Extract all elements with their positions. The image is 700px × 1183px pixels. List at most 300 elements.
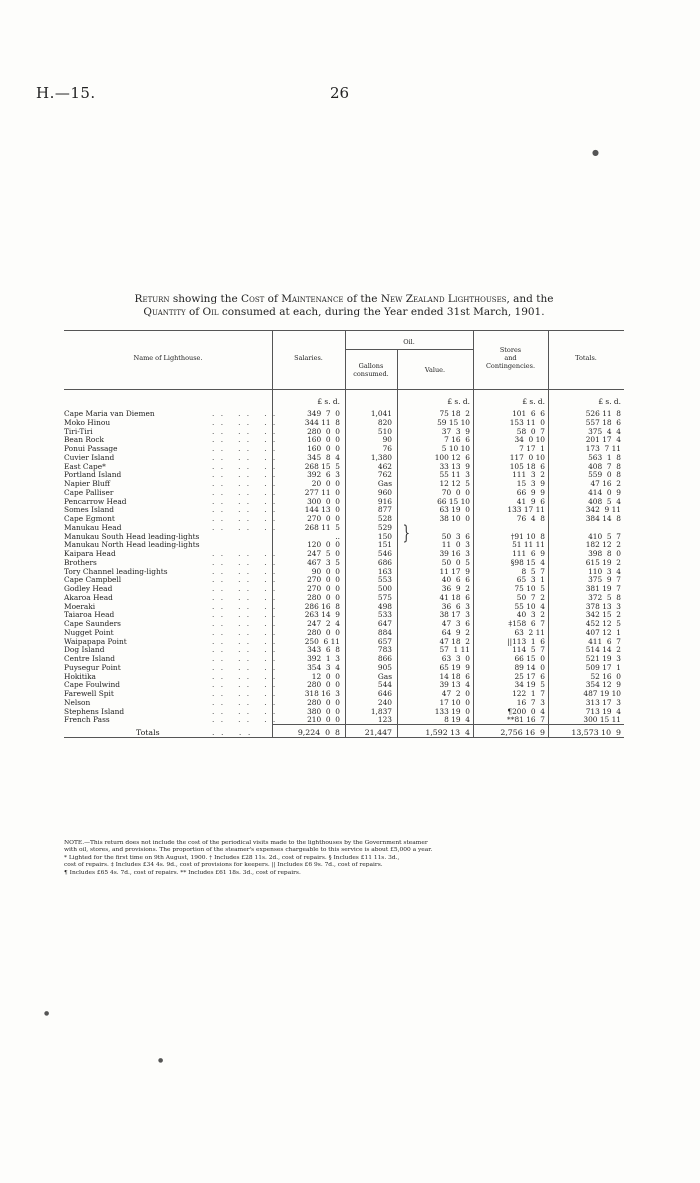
cell-total: 713 19 4: [585, 706, 621, 716]
cell-total: 557 18 6: [585, 417, 621, 427]
table-row: [64, 470, 624, 479]
table-row: [64, 505, 624, 514]
cell-value: 59 15 10: [437, 417, 470, 427]
cell-total: 514 14 2: [585, 645, 621, 655]
cell-value: 8 19 4: [444, 715, 470, 725]
cell-gallons: 546: [377, 549, 392, 558]
leader-dots: . . . . . .: [212, 645, 278, 655]
cell-gallons: Gas: [377, 479, 392, 488]
header-bottom-rule: [64, 389, 624, 390]
cell-salaries: 250 6 11: [304, 636, 340, 646]
cell-total: 173 7 11: [585, 444, 621, 453]
cell-name: Cuvier Island: [64, 452, 115, 462]
cell-name: Farewell Spit: [64, 689, 114, 698]
leader-dots: . . . . . .: [212, 601, 278, 611]
cell-name: French Pass: [64, 715, 110, 725]
scan-speck: ●: [592, 148, 599, 157]
cell-total: 342 9 11: [585, 505, 621, 515]
totals-value: 1,592 13 4: [425, 728, 470, 737]
table-row: [64, 462, 624, 471]
cell-salaries: 20 0 0: [311, 479, 340, 488]
title-text: consumed at each, during the Year ended 31st March, 1901.: [218, 306, 545, 318]
cell-name: Somes Island: [64, 505, 115, 515]
cell-salaries: 280 0 0: [307, 426, 340, 436]
col-header-totals: Totals.: [575, 354, 597, 362]
cell-value: 65 19 9: [439, 662, 470, 672]
table-row: [64, 540, 624, 549]
page-number: 26: [330, 84, 350, 102]
col-header-gallons: [345, 362, 397, 378]
table-row: [64, 654, 624, 663]
cell-stores: 66 9 9: [516, 487, 545, 497]
cell-total: 408 5 4: [588, 496, 621, 506]
leader-dots: . . . . . .: [212, 610, 278, 620]
table-row: [64, 610, 624, 619]
cell-stores: 50 7 2: [516, 592, 545, 602]
cell-total: 414 0 9: [588, 487, 621, 497]
cell-salaries: 343 6 8: [307, 645, 340, 655]
cell-gallons: 884: [377, 627, 392, 637]
title-text: of: [264, 293, 282, 305]
cell-stores: 34 0 10: [514, 435, 545, 445]
table-row: [64, 602, 624, 611]
cell-value: 38 17 3: [439, 610, 470, 620]
cell-stores: 25 17 6: [514, 671, 545, 681]
cell-value: 7 16 6: [444, 435, 470, 445]
col-header-value: Value.: [424, 366, 446, 374]
leader-dots: . . . . . .: [212, 470, 278, 480]
units-row: [64, 397, 624, 406]
cell-salaries: 210 0 0: [307, 715, 340, 725]
cell-name: Godley Head: [64, 584, 113, 593]
leader-dots: . . . . . .: [212, 452, 278, 462]
cell-value: 57 1 11: [439, 645, 470, 655]
table-row: [64, 575, 624, 584]
cell-value: 33 13 9: [439, 461, 470, 471]
cell-total: 410 5 7: [588, 531, 621, 541]
cell-gallons: 544: [377, 680, 392, 690]
cell-value: 64 9 2: [441, 627, 470, 637]
totals-label: Totals: [136, 728, 160, 737]
header-line: and: [504, 354, 517, 362]
leader-dots: . . . . . .: [212, 514, 278, 523]
note-line: with oil, stores, and provisions. The proportion of the steamer's expenses chargeable to this service is about £5,000 a year.: [64, 847, 433, 854]
cell-gallons: 877: [377, 505, 392, 515]
cell-total: 378 13 3: [585, 601, 621, 611]
cell-value: 17 10 0: [439, 697, 470, 707]
cell-salaries: 268 11 5: [304, 522, 340, 532]
cell-total: 487 19 10: [583, 689, 621, 698]
cell-salaries: 120 0 0: [307, 540, 340, 550]
leader-dots: . . . . . .: [212, 619, 278, 628]
cell-stores: 16 7 3: [516, 697, 545, 707]
cell-name: Moko Hinou: [64, 417, 111, 427]
cell-name: Manukau North Head leading-lights: [64, 540, 200, 550]
leader-dots: . . . . . .: [212, 409, 278, 418]
cell-name: Cape Egmont: [64, 514, 115, 523]
title-text: of the: [343, 293, 381, 305]
totals-stores: 2,756 16 9: [500, 728, 545, 737]
cell-total: 182 12 2: [585, 540, 621, 550]
cell-value: 38 10 0: [439, 514, 470, 523]
note-line: NOTE.—This return does not include the cost of the periodical visits made to the lighthouses by the Government steamer: [64, 840, 428, 846]
cell-value: 100 12 6: [434, 452, 470, 462]
table-row: [64, 645, 624, 654]
cell-salaries: 280 0 0: [307, 592, 340, 602]
cell-salaries: 280 0 0: [307, 627, 340, 637]
cell-total: 411 6 7: [588, 636, 621, 646]
cell-gallons: 575: [377, 592, 392, 602]
cell-total: 300 15 11: [583, 715, 621, 725]
cell-stores: 40 3 2: [516, 610, 545, 620]
cell-salaries: 270 0 0: [307, 514, 340, 523]
leader-dots: . . . . . .: [212, 706, 278, 716]
note-line: cost of repairs. ‡ Includes £34 4s. 9d., cost of provisions for keepers. || Includes £6 9s. 7d., cost of repairs.: [64, 862, 383, 869]
cell-name: East Cape*: [64, 461, 106, 471]
cell-total: 354 12 9: [585, 680, 621, 690]
cell-gallons: Gas: [377, 671, 392, 681]
leader-dots: . . . . . .: [212, 549, 278, 558]
table-row: [64, 698, 624, 707]
note-line: ¶ Includes £65 4s. 7d., cost of repairs. ** Includes £61 18s. 3d., cost of repairs.: [64, 869, 301, 876]
cell-value: 36 9 2: [441, 584, 470, 593]
cell-stores: 105 18 6: [509, 461, 545, 471]
cell-stores: 76 4 8: [516, 514, 545, 523]
cell-gallons: 76: [382, 444, 392, 453]
header-line: Contingencies.: [485, 362, 536, 370]
cell-name: Dog Island: [64, 645, 105, 655]
scan-speck: ●: [44, 1010, 50, 1017]
table-top-rule: [64, 330, 624, 331]
cell-stores: 63 2 11: [514, 627, 545, 637]
cell-value: 11 0 3: [441, 540, 470, 550]
cell-stores: **81 16 7: [507, 715, 545, 725]
cell-name: Tiri-Tiri: [64, 426, 93, 436]
cell-value: 75 18 2: [439, 409, 470, 418]
table-row: [64, 532, 624, 541]
cell-gallons: 150: [377, 531, 392, 541]
header-line: Stores: [499, 346, 522, 354]
leader-dots: . . . . . .: [212, 426, 278, 436]
cell-total: 398 8 0: [588, 549, 621, 558]
leader-dots: . . . . . .: [212, 584, 278, 593]
cell-total: 452 12 5: [585, 619, 621, 628]
cell-stores: 51 11 11: [512, 540, 545, 550]
leader-dots: . . . . . .: [212, 689, 278, 698]
table-row: [64, 427, 624, 436]
cell-value: 36 6 3: [441, 601, 470, 611]
cell-gallons: 960: [377, 487, 392, 497]
cell-stores: 153 11 0: [509, 417, 545, 427]
table-row: [64, 619, 624, 628]
col-header-salaries: Salaries.: [294, 354, 323, 362]
cell-stores: 111 6 9: [512, 549, 545, 558]
leader-dots: . . . . . .: [212, 496, 278, 506]
cell-salaries: 280 0 0: [307, 697, 340, 707]
cell-value: 47 2 0: [441, 689, 470, 698]
cell-name: Tory Channel leading-lights: [64, 566, 168, 576]
leader-dots: . . . . . .: [212, 575, 278, 585]
cell-stores: 133 17 11: [507, 505, 545, 515]
cell-total: 384 14 8: [585, 514, 621, 523]
cell-stores: 101 6 6: [512, 409, 545, 418]
cell-stores: ¶200 0 4: [507, 706, 545, 716]
table-row: [64, 637, 624, 646]
cell-gallons: 123: [377, 715, 392, 725]
table-title: [64, 293, 624, 319]
cell-name: Taiaroa Head: [64, 610, 115, 620]
cell-total: 52 16 0: [590, 671, 621, 681]
cell-total: 201 17 4: [585, 435, 621, 445]
cell-stores: 15 3 9: [516, 479, 545, 488]
cell-total: 407 12 1: [585, 627, 621, 637]
leader-dots: . . . . . .: [212, 487, 278, 497]
cell-name: Puysegur Point: [64, 662, 121, 672]
table-row: [64, 453, 624, 462]
cell-gallons: 151: [377, 540, 392, 550]
cell-salaries: 280 0 0: [307, 680, 340, 690]
cell-total: 372 5 8: [588, 592, 621, 602]
cell-value: 63 19 0: [439, 505, 470, 515]
cell-value: 14 18 6: [439, 671, 470, 681]
cell-value: 55 11 3: [439, 470, 470, 480]
cell-value: 50 0 5: [441, 557, 470, 567]
table-row: [64, 479, 624, 488]
cell-stores: 114 5 7: [512, 645, 545, 655]
cell-gallons: 163: [377, 566, 392, 576]
cell-name: Manukau Head: [64, 522, 122, 532]
table-row: [64, 593, 624, 602]
title-text: , and the: [506, 293, 554, 305]
cell-total: 509 17 1: [585, 662, 621, 672]
cell-salaries: 286 16 8: [304, 601, 340, 611]
cell-value: 133 19 0: [434, 706, 470, 716]
cell-name: Cape Saunders: [64, 619, 121, 628]
leader-dots: . . . . . .: [212, 636, 278, 646]
col-header-oil: Oil.: [403, 338, 415, 346]
cell-gallons: 90: [382, 435, 392, 445]
cell-name: Kaipara Head: [64, 549, 116, 558]
leader-dots: . . . . . .: [212, 671, 278, 681]
leader-dots: . . . . . .: [212, 697, 278, 707]
cell-salaries: 270 0 0: [307, 575, 340, 585]
cell-stores: 8 5 7: [521, 566, 545, 576]
cell-salaries: 380 0 0: [307, 706, 340, 716]
cell-name: Bean Rock: [64, 435, 104, 445]
cell-name: Portland Island: [64, 470, 122, 480]
cell-gallons: 762: [377, 470, 392, 480]
cell-gallons: 905: [377, 662, 392, 672]
cell-total: 563 1 8: [588, 452, 621, 462]
cell-name: Cape Palliser: [64, 487, 114, 497]
cell-salaries: 277 11 0: [304, 487, 340, 497]
cell-stores: 55 10 4: [514, 601, 545, 611]
title-word: Return: [134, 293, 170, 305]
title-word: Quantity: [143, 306, 186, 318]
cell-gallons: 462: [377, 461, 392, 471]
cell-salaries: 392 1 3: [307, 654, 340, 663]
table-row: [64, 514, 624, 523]
cell-stores: 66 15 0: [514, 654, 545, 663]
units-value: £ s. d.: [447, 397, 470, 406]
cell-total: 313 17 3: [585, 697, 621, 707]
cell-value: 39 16 3: [439, 549, 470, 558]
cell-gallons: 533: [377, 610, 392, 620]
cell-stores: 65 3 1: [516, 575, 545, 585]
cell-total: 559 0 8: [588, 470, 621, 480]
title-text: showing the: [169, 293, 242, 305]
cell-gallons: 528: [377, 514, 392, 523]
cell-name: Nugget Point: [64, 627, 114, 637]
cell-name: Cape Campbell: [64, 575, 122, 585]
totals-salaries: 9,224 0 8: [297, 728, 340, 737]
cell-name: Nelson: [64, 697, 91, 707]
cell-stores: ||113 1 6: [507, 636, 545, 646]
cell-name: Napier Bluff: [64, 479, 111, 488]
cell-name: Cape Maria van Diemen: [64, 409, 155, 418]
cell-stores: 34 19 5: [514, 680, 545, 690]
cell-stores: ‡158 6 7: [508, 619, 545, 628]
col-header-name: Name of Lighthouse.: [133, 354, 203, 362]
cell-stores: 7 17 1: [519, 444, 545, 453]
leader-dots: . . . . . .: [212, 662, 278, 672]
table-row: [64, 488, 624, 497]
cell-total: 408 7 8: [588, 461, 621, 471]
cell-value: 41 18 6: [439, 592, 470, 602]
cell-gallons: 510: [377, 426, 392, 436]
scan-speck: ●: [158, 1057, 164, 1064]
cell-value: 5 10 10: [441, 444, 470, 453]
table-row: [64, 680, 624, 689]
cell-name: Brothers: [64, 557, 97, 567]
cell-salaries: 467 3 5: [307, 557, 340, 567]
cell-gallons: 1,837: [370, 706, 392, 716]
cell-value: 70 0 0: [441, 487, 470, 497]
leader-dots: . . . . . .: [212, 435, 278, 445]
cell-value: 39 13 4: [439, 680, 470, 690]
cell-gallons: 646: [377, 689, 392, 698]
table-row: [64, 444, 624, 453]
cell-stores: 122 1 7: [512, 689, 545, 698]
header-line: consumed.: [353, 370, 389, 378]
cell-total: 381 19 7: [585, 584, 621, 593]
cell-salaries: 344 11 8: [304, 417, 340, 427]
cell-total: 110 3 4: [588, 566, 621, 576]
cell-total: 375 4 4: [588, 426, 621, 436]
cell-value: 63 3 0: [441, 654, 470, 663]
table-row: [64, 558, 624, 567]
cell-salaries: 144 13 0: [304, 505, 340, 515]
leader-dots: . . . . . .: [212, 592, 278, 602]
cell-name: Hokitika: [64, 671, 96, 681]
cell-salaries: 160 0 0: [307, 444, 340, 453]
cell-value: 37 3 9: [441, 426, 470, 436]
cell-value: 47 18 2: [439, 636, 470, 646]
leader-dots: . . . . . .: [212, 479, 278, 488]
cell-stores: 111 3 2: [512, 470, 545, 480]
cell-value: 66 15 10: [437, 496, 470, 506]
cell-gallons: 1,041: [370, 409, 392, 418]
cell-salaries: 247 5 0: [307, 549, 340, 558]
cell-total: 342 15 2: [585, 610, 621, 620]
cell-stores: §98 15 4: [510, 557, 545, 567]
leader-dots: . . . . . .: [212, 654, 278, 663]
table-row: [64, 549, 624, 558]
title-word: Maintenance: [281, 293, 344, 305]
cell-salaries: 270 0 0: [307, 584, 340, 593]
cell-salaries: 263 14 9: [304, 610, 340, 620]
leader-dots: . . . . . .: [212, 557, 278, 567]
cell-value: 40 6 6: [441, 575, 470, 585]
totals-total: 13,573 10 9: [571, 728, 621, 737]
cell-value: 11 17 9: [439, 566, 470, 576]
cell-stores: 89 14 0: [514, 662, 545, 672]
header-reference: H.—15.: [36, 84, 96, 102]
totals-gallons: 21,447: [364, 728, 392, 737]
cell-salaries: 318 16 3: [304, 689, 340, 698]
cell-gallons: 783: [377, 645, 392, 655]
table-row: [64, 435, 624, 444]
cell-value: 47 3 6: [441, 619, 470, 628]
cell-salaries: 268 15 5: [304, 461, 340, 471]
table-row: [64, 715, 624, 724]
cell-value: 12 12 5: [439, 479, 470, 488]
cell-gallons: 553: [377, 575, 392, 585]
cell-salaries: 345 8 4: [307, 452, 340, 462]
brace-mark: }: [402, 520, 411, 544]
leader-dots: . . . . . .: [212, 417, 278, 427]
title-text: of: [185, 306, 203, 318]
table-row: [64, 523, 624, 532]
cell-gallons: 657: [377, 636, 392, 646]
cell-salaries: 349 7 0: [307, 409, 340, 418]
header-line: Gallons: [358, 362, 384, 370]
table-row: [64, 497, 624, 506]
totals-dots: . . . .: [212, 728, 253, 737]
note-line: * Lighted for the first time on 9th August, 1900. † Includes £28 11s. 2d., cost of repairs. § Includes £11 11s. 3d.,: [64, 854, 400, 861]
cell-total: 521 19 3: [585, 654, 621, 663]
cell-name: Waipapapa Point: [64, 636, 127, 646]
cell-total: 615 19 2: [585, 557, 621, 567]
title-word: Oil: [202, 306, 219, 318]
cell-stores: 117 0 10: [509, 452, 545, 462]
cell-total: 526 11 8: [585, 409, 621, 418]
title-word: Cost: [241, 293, 265, 305]
col-header-stores: [473, 346, 548, 370]
totals-row: [64, 728, 624, 737]
cell-name: Akaroa Head: [64, 592, 113, 602]
table-row: [64, 707, 624, 716]
cell-gallons: 500: [377, 584, 392, 593]
units-stores: £ s. d.: [522, 397, 545, 406]
cell-name: Manukau South Head leading-lights: [64, 531, 200, 541]
units-totals: £ s. d.: [598, 397, 621, 406]
cell-stores: †91 10 8: [510, 531, 545, 541]
cell-name: Moeraki: [64, 601, 96, 611]
cell-gallons: 820: [377, 417, 392, 427]
leader-dots: . . . . . .: [212, 444, 278, 453]
leader-dots: . . . . . .: [212, 505, 278, 515]
cell-salaries: ..: [335, 531, 340, 541]
cell-name: Centre Island: [64, 654, 115, 663]
cell-gallons: 866: [377, 654, 392, 663]
table-row: [64, 567, 624, 576]
leader-dots: . . . . . .: [212, 680, 278, 690]
cell-gallons: 240: [377, 697, 392, 707]
table-row: [64, 584, 624, 593]
cell-name: Cape Foulwind: [64, 680, 120, 690]
cell-total: 375 9 7: [588, 575, 621, 585]
